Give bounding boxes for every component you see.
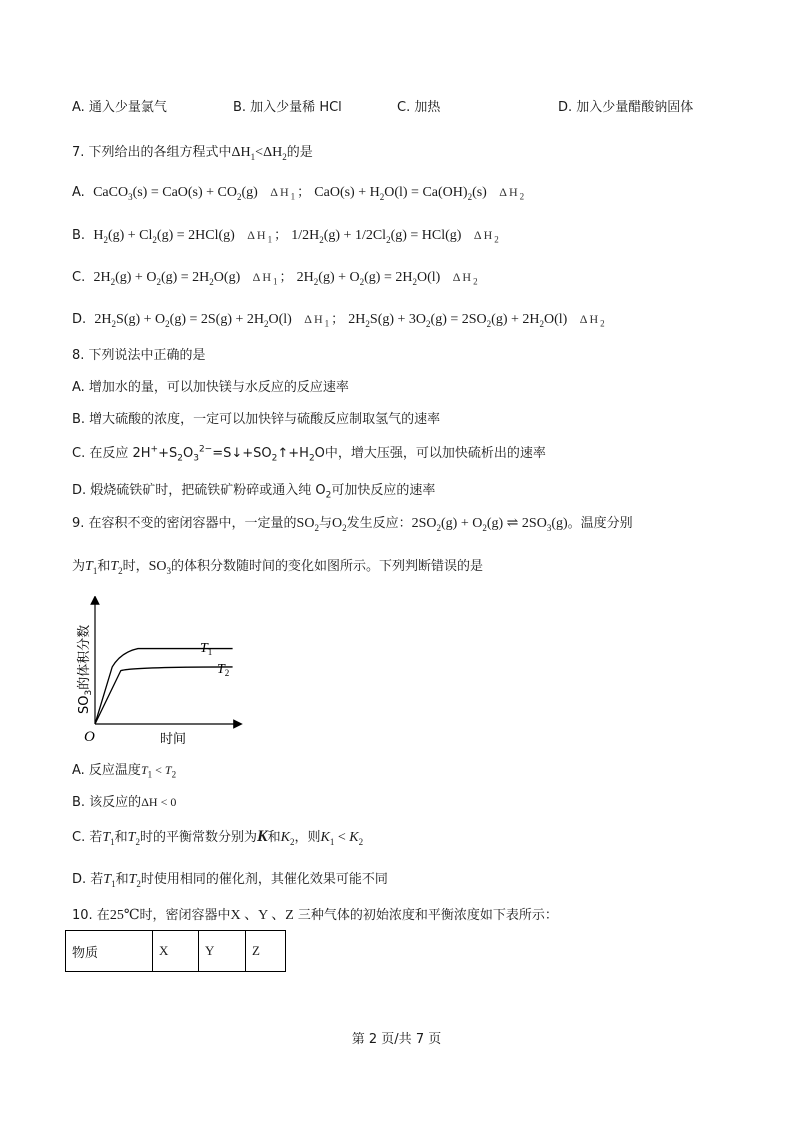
chart-y-label: $SO_3$的体积分数 xyxy=(77,624,94,714)
q6-option-b: B. 加入少量稀 HCl xyxy=(233,100,342,115)
chart-x-label: 时间 xyxy=(160,732,187,747)
q9-option-d: D. 若$T_1$和$T_2$时使用相同的催化剂，其催化效果可能不同 xyxy=(72,872,388,889)
q7-option-b: B. $H_2(g) + Cl_2(g) = 2HCl(g)$ $\Delta H_1$； $1/2H_2(g) + 1/2Cl_2(g) = HCl(g)$ $\Delta H_2$ xyxy=(72,228,501,245)
series-t1-label: $T_1$ xyxy=(200,641,213,657)
q9-option-a: A. 反应温度$T_1 < T_2$ xyxy=(72,763,177,780)
q7-option-d: D. $2H_2S(g) + O_2(g) = 2S(g) + 2H_2O(l)$ $\Delta H_1$； $2H_2S(g) + 3O_2(g) = 2SO_2(g) + 2H_2O(l)$ $\Delta H_2$ xyxy=(72,312,607,329)
series-t2-label: $T_2$ xyxy=(217,662,230,678)
q9-option-b: B. 该反应的ΔH < 0 xyxy=(72,795,177,810)
q9-option-c: C. 若$T_1$和$T_2$时的平衡常数分别为K和$K_2$，则$K_1 < K_2$ xyxy=(72,828,364,847)
series-t1-line xyxy=(95,649,233,724)
q8-option-b: B. 增大硫酸的浓度，一定可以加快锌与硫酸反应制取氢气的速率 xyxy=(72,412,441,427)
q9-stem-line2: 为$T_1$和$T_2$时，$SO_3$的体积分数随时间的变化如图所示。下列判断错误的是 xyxy=(72,559,484,576)
q6-option-d: D. 加入少量醋酸钠固体 xyxy=(558,100,694,115)
table-cell: X xyxy=(153,931,199,972)
q8-option-a: A. 增加水的量，可以加快镁与水反应的反应速率 xyxy=(72,380,349,395)
q8-option-d: D. 煅烧硫铁矿时，把硫铁矿粉碎或通入纯 $O_2$可加快反应的速率 xyxy=(72,483,436,501)
q7-stem: 7. 下列给出的各组方程式中$\Delta H_1<\Delta H_2$的是 xyxy=(72,145,313,162)
q6-option-a: A. 通入少量氯气 xyxy=(72,100,167,115)
page-footer: 第 2 页/共 7 页 xyxy=(351,1032,442,1047)
q7-option-c: C. $2H_2(g) + O_2(g) = 2H_2O(g)$ $\Delta H_1$； $2H_2(g) + O_2(g) = 2H_2O(l)$ $\Delta H_2$ xyxy=(72,270,480,287)
q10-table xyxy=(65,930,286,972)
q7-option-a: A. CaCO$_3$(s) = $CaO(s) + CO_2(g)$ $\Delta H_1$； $CaO(s) + H_2O(l) = Ca(OH)_2(s)$ $\Delta H_2$ xyxy=(72,185,527,202)
table-cell: Y xyxy=(199,931,246,972)
q8-stem: 8. 下列说法中正确的是 xyxy=(72,348,206,363)
q9-chart xyxy=(66,596,246,748)
q6-option-c: C. 加热 xyxy=(397,100,441,115)
chart-origin-label: O xyxy=(84,729,95,745)
table-cell: Z xyxy=(246,931,286,972)
series-t2-line xyxy=(95,667,233,724)
q8-option-c: C. 在反应 $2H^++S_2O_3^{2-}=S↓+SO_2↑+H_2O$中，增大压强，可以加快硫析出的速率 xyxy=(72,444,546,464)
q9-stem: 9. 在容积不变的密闭容器中，一定量的$SO_2$与$O_2$发生反应：$2SO_2(g) + O_2(g)$ ⇌ $2SO_3(g)$。温度分别 xyxy=(72,516,633,533)
table-cell: 物质 xyxy=(66,931,153,972)
q10-stem: 10. 在25℃时，密闭容器中X 、Y 、Z 三种气体的初始浓度和平衡浓度如下表所示： xyxy=(72,908,558,923)
table-row xyxy=(66,931,286,972)
